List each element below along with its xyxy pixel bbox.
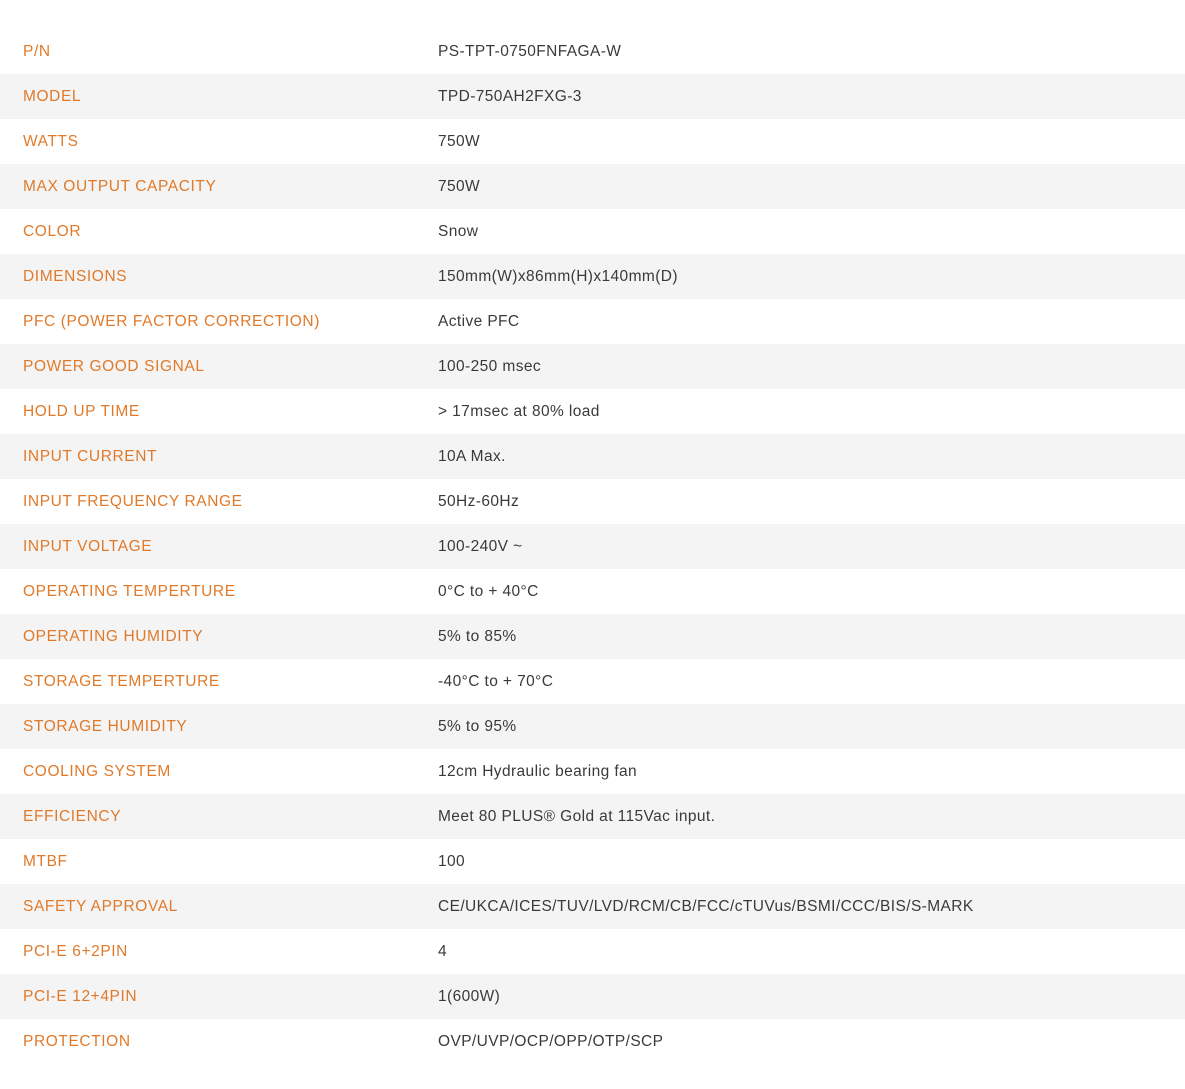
spec-row-input-frequency-range — [0, 479, 1185, 524]
spec-label: PCI-E 12+4PIN — [23, 987, 138, 1005]
spec-label: STORAGE HUMIDITY — [23, 717, 188, 735]
spec-value: Meet 80 PLUS® Gold at 115Vac input. — [438, 807, 716, 825]
spec-row-operating-humidity — [0, 614, 1185, 659]
spec-label: OPERATING HUMIDITY — [23, 627, 204, 645]
spec-label: INPUT CURRENT — [23, 447, 158, 465]
spec-value: Active PFC — [438, 312, 520, 330]
spec-value: 1(600W) — [438, 987, 501, 1005]
spec-label: OPERATING TEMPERTURE — [23, 582, 236, 600]
spec-value: 150mm(W)x86mm(H)x140mm(D) — [438, 267, 678, 285]
spec-label: MAX OUTPUT CAPACITY — [23, 177, 217, 195]
spec-label: INPUT VOLTAGE — [23, 537, 153, 555]
spec-value: Snow — [438, 222, 479, 240]
spec-row-storage-temperture — [0, 659, 1185, 704]
spec-value: 4 — [438, 942, 448, 960]
spec-row-watts — [0, 119, 1185, 164]
spec-value: 5% to 85% — [438, 627, 517, 645]
spec-row-operating-temperture — [0, 569, 1185, 614]
spec-row-model — [0, 74, 1185, 119]
spec-label: MTBF — [23, 852, 68, 870]
spec-value: -40°C to + 70°C — [438, 672, 554, 690]
spec-row-pcie-6-2pin — [0, 929, 1185, 974]
spec-value: 750W — [438, 132, 481, 150]
spec-value: TPD-750AH2FXG-3 — [438, 87, 582, 105]
spec-value: CE/UKCA/ICES/TUV/LVD/RCM/CB/FCC/cTUVus/BSMI/CCC/BIS/S-MARK — [438, 897, 974, 915]
spec-row-input-current — [0, 434, 1185, 479]
spec-value: 100 — [438, 852, 466, 870]
spec-value: 750W — [438, 177, 481, 195]
spec-value: OVP/UVP/OCP/OPP/OTP/SCP — [438, 1032, 664, 1050]
spec-value: > 17msec at 80% load — [438, 402, 600, 420]
spec-label: EFFICIENCY — [23, 807, 122, 825]
spec-label: COOLING SYSTEM — [23, 762, 171, 780]
spec-value: 12cm Hydraulic bearing fan — [438, 762, 638, 780]
spec-row-input-voltage — [0, 524, 1185, 569]
spec-row-max-output-capacity — [0, 164, 1185, 209]
spec-row-cooling-system — [0, 749, 1185, 794]
spec-row-pfc — [0, 299, 1185, 344]
spec-table — [0, 29, 1185, 1064]
spec-row-mtbf — [0, 839, 1185, 884]
spec-value: 0°C to + 40°C — [438, 582, 539, 600]
spec-value: 10A Max. — [438, 447, 506, 465]
spec-row-color — [0, 209, 1185, 254]
spec-value: 50Hz-60Hz — [438, 492, 520, 510]
spec-row-efficiency — [0, 794, 1185, 839]
spec-label: P/N — [23, 42, 51, 60]
spec-label: INPUT FREQUENCY RANGE — [23, 492, 243, 510]
spec-row-hold-up-time — [0, 389, 1185, 434]
spec-label: POWER GOOD SIGNAL — [23, 357, 205, 375]
spec-value: PS-TPT-0750FNFAGA-W — [438, 42, 622, 60]
spec-value: 5% to 95% — [438, 717, 517, 735]
spec-label: COLOR — [23, 222, 82, 240]
spec-row-dimensions — [0, 254, 1185, 299]
spec-value: 100-250 msec — [438, 357, 542, 375]
spec-label: MODEL — [23, 87, 82, 105]
spec-row-protection — [0, 1019, 1185, 1064]
spec-row-pcie-12-4pin — [0, 974, 1185, 1019]
spec-label: PFC (POWER FACTOR CORRECTION) — [23, 312, 320, 330]
spec-label: PCI-E 6+2PIN — [23, 942, 128, 960]
spec-label: WATTS — [23, 132, 79, 150]
spec-label: PROTECTION — [23, 1032, 131, 1050]
spec-label: DIMENSIONS — [23, 267, 128, 285]
spec-row-storage-humidity — [0, 704, 1185, 749]
spec-label: STORAGE TEMPERTURE — [23, 672, 220, 690]
spec-row-pn — [0, 29, 1185, 74]
spec-label: SAFETY APPROVAL — [23, 897, 178, 915]
spec-value: 100-240V ~ — [438, 537, 523, 555]
spec-row-power-good-signal — [0, 344, 1185, 389]
spec-row-safety-approval — [0, 884, 1185, 929]
spec-label: HOLD UP TIME — [23, 402, 140, 420]
